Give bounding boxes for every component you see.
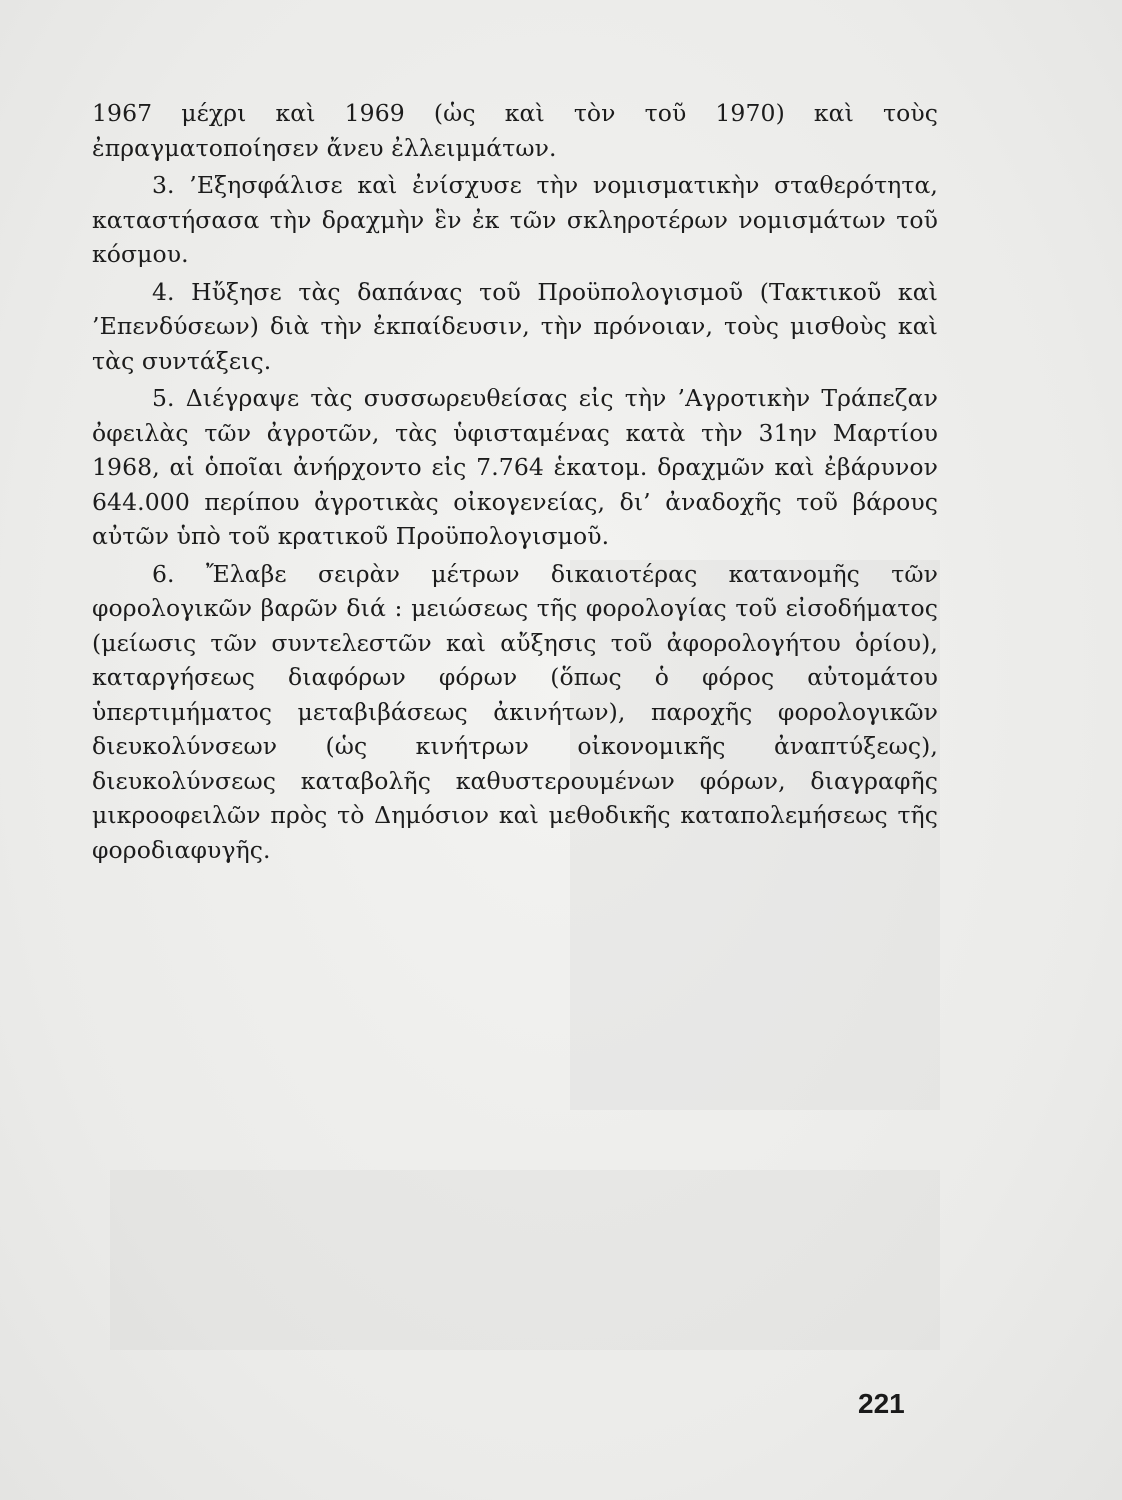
paragraph-intro: 1967 μέχρι καὶ 1969 (ὡς καὶ τὸν τοῦ 1970) καὶ τοὺς ἐπραγματοποίησεν ἄνευ ἐλλειμμάτων.: [92, 99, 938, 162]
paragraph-item-3: 3. ’Εξησφάλισε καὶ ἐνίσχυσε τὴν νομισματικὴν σταθερότητα, καταστήσασα τὴν δραχμὴν ἓν ἐκ τῶν σκληροτέρων νομισμάτων τοῦ κόσμου.: [92, 171, 938, 268]
body-text: [92, 96, 938, 867]
bleed-through-shadow: [110, 1170, 940, 1350]
paragraph-item-6: 6. Ἔλαβε σειρὰν μέτρων δικαιοτέρας κατανομῆς τῶν φορολογικῶν βαρῶν διά : μειώσεως τῆς φορολογίας τοῦ εἰσοδήματος (μείωσις τῶν συντελεστῶν καὶ αὔξησις τοῦ ἀφορολογήτου ὁρίου), καταργήσεως διαφόρων φόρων (ὅπως ὁ φόρος αὐτομάτου ὑπερτιμήματος μεταβιβάσεως ἀκινήτων), παροχῆς φορολογικῶν διευκολύνσεων (ὡς κινήτρων οἰκονομικῆς ἀναπτύξεως), διευκολύνσεως καταβολῆς καθυστερουμένων φόρων, διαγραφῆς μικροοφειλῶν πρὸς τὸ Δημόσιον καὶ μεθοδικῆς καταπολεμήσεως τῆς φοροδιαφυγῆς.: [92, 559, 938, 864]
paragraph-item-4: 4. Ηὔξησε τὰς δαπάνας τοῦ Προϋπολογισμοῦ (Τακτικοῦ καὶ ’Επενδύσεων) διὰ τὴν ἐκπαίδευσιν, τὴν πρόνοιαν, τοὺς μισθοὺς καὶ τὰς συντάξεις.: [92, 277, 938, 375]
page-number: 221: [858, 1388, 905, 1419]
paragraph-item-5: 5. Διέγραψε τὰς συσσωρευθείσας εἰς τὴν ’Αγροτικὴν Τράπεζαν ὀφειλὰς τῶν ἀγροτῶν, τὰς ὑφισταμένας κατὰ τὴν 31ην Μαρτίου 1968, αἱ ὁποῖαι ἀνήρχοντο εἰς 7.764 ἑκατομ. δραχμῶν καὶ ἐβάρυνον 644.000 περίπου ἀγροτικὰς οἰκογενείας, δι’ ἀναδοχῆς τοῦ βάρους αὐτῶν ὑπὸ τοῦ κρατικοῦ Προϋπολογισμοῦ.: [92, 384, 938, 550]
